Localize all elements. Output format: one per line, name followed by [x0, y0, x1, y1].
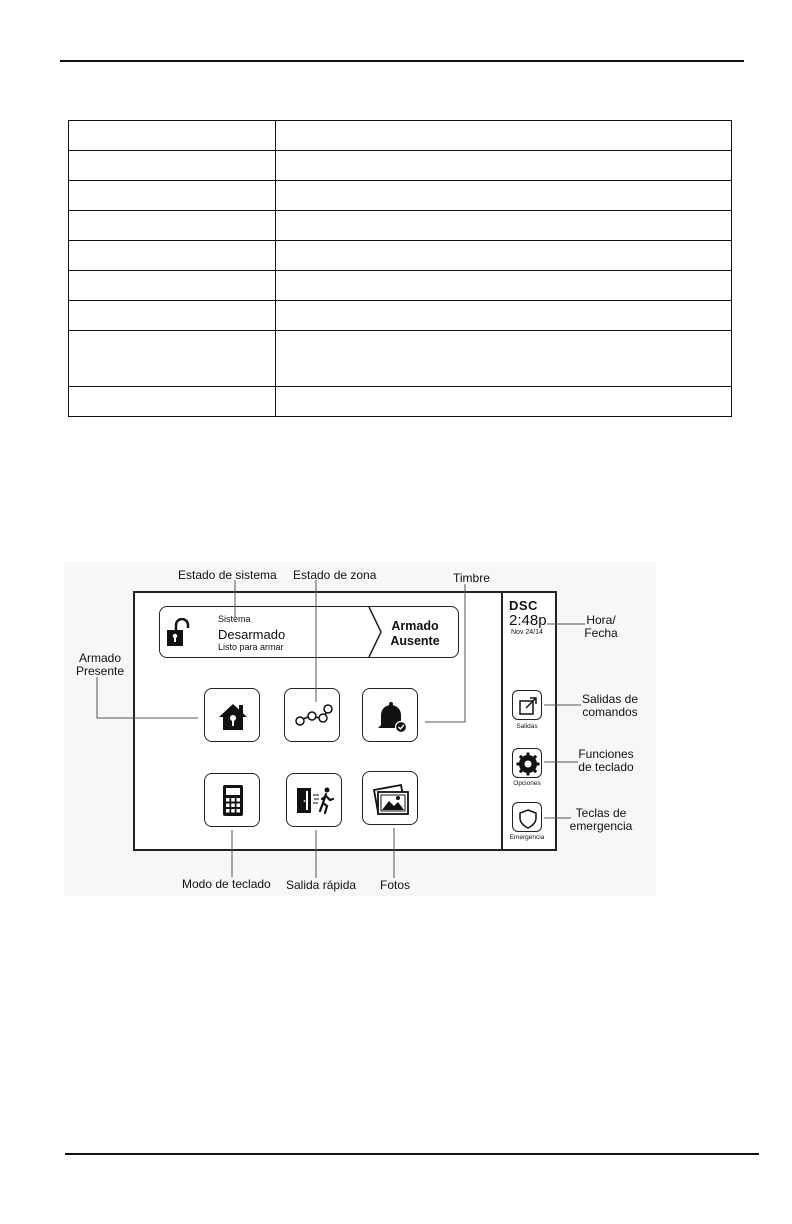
table-cell	[69, 301, 276, 331]
callout-chime: Timbre	[453, 571, 490, 585]
callout-emergency-line2: emergencia	[569, 819, 633, 833]
callout-stay-arm-line1: Armado	[78, 651, 122, 665]
zone-status-icon	[285, 689, 341, 743]
arm-mode-label	[383, 619, 447, 649]
home-keyhole-icon	[205, 689, 261, 743]
table-cell	[276, 241, 732, 271]
table-cell	[69, 387, 276, 417]
callout-keypad-functions	[572, 748, 640, 774]
output-icon	[513, 691, 543, 721]
keypad-icon	[205, 774, 261, 828]
table-cell	[69, 331, 276, 387]
table-cell	[69, 151, 276, 181]
options-caption: Opciones	[513, 780, 541, 787]
callout-zone-status: Estado de zona	[293, 568, 377, 582]
table-row	[69, 241, 732, 271]
table-row	[69, 211, 732, 241]
photos-button[interactable]	[362, 771, 418, 825]
table-cell	[276, 271, 732, 301]
chime-button[interactable]	[362, 688, 418, 742]
callout-functions-line2: de teclado	[578, 760, 634, 774]
callout-outputs-line1: Salidas de	[581, 692, 639, 706]
brand-logo: DSC	[509, 598, 538, 613]
quick-exit-icon	[287, 774, 343, 828]
table-cell	[69, 181, 276, 211]
arm-mode-line2: Ausente	[390, 634, 440, 648]
unlock-icon	[165, 618, 191, 648]
callout-emergency-line1: Teclas de	[575, 806, 627, 820]
zone-status-button[interactable]	[284, 688, 340, 742]
table-cell	[276, 211, 732, 241]
quick-exit-button[interactable]	[286, 773, 342, 827]
table-row	[69, 271, 732, 301]
status-label: Sistema	[218, 614, 251, 624]
clock-time: 2:48p	[509, 612, 547, 629]
callout-stay-arm	[72, 652, 128, 678]
stay-arm-button[interactable]	[204, 688, 260, 742]
bell-icon	[363, 689, 419, 743]
callout-photos: Fotos	[380, 878, 411, 892]
clock-date: Nov 24/14	[511, 629, 543, 636]
table-cell	[276, 301, 732, 331]
table-row	[69, 387, 732, 417]
sidebar-divider	[501, 591, 503, 851]
emergency-button[interactable]	[512, 802, 542, 832]
callout-outputs-line2: comandos	[582, 705, 638, 719]
outputs-caption: Salidas	[516, 723, 538, 730]
gear-icon	[513, 749, 543, 779]
table-cell	[69, 211, 276, 241]
callout-quick-exit: Salida rápida	[286, 878, 357, 892]
arm-mode-line1: Armado	[391, 619, 439, 633]
shield-icon	[513, 803, 543, 833]
spec-table	[68, 120, 732, 417]
table-cell	[276, 151, 732, 181]
callout-time-date	[580, 614, 622, 640]
table-cell	[276, 121, 732, 151]
table-cell	[69, 241, 276, 271]
status-subtext: Listo para armar	[218, 642, 284, 652]
table-row	[69, 121, 732, 151]
outputs-button[interactable]	[512, 690, 542, 720]
callout-emergency-keys	[568, 807, 634, 833]
options-button[interactable]	[512, 748, 542, 778]
callout-time-line1: Hora/	[586, 613, 616, 627]
table-row	[69, 181, 732, 211]
callout-functions-line1: Funciones	[578, 747, 634, 761]
table-cell	[276, 181, 732, 211]
callout-keypad-mode: Modo de teclado	[182, 877, 271, 891]
callout-time-line2: Fecha	[584, 626, 618, 640]
header-rule	[60, 60, 744, 62]
emergency-caption: Emergencia	[509, 834, 545, 841]
table-cell	[276, 331, 732, 387]
keypad-mode-button[interactable]	[204, 773, 260, 827]
table-cell	[69, 121, 276, 151]
callout-outputs	[576, 693, 644, 719]
table-row	[69, 151, 732, 181]
photos-icon	[363, 772, 419, 826]
callout-system-status: Estado de sistema	[178, 568, 277, 582]
table-cell	[69, 271, 276, 301]
table-row	[69, 331, 732, 387]
footer-rule	[65, 1153, 759, 1155]
table-cell	[276, 387, 732, 417]
status-value: Desarmado	[218, 627, 286, 642]
callout-stay-arm-line2: Presente	[75, 664, 125, 678]
table-row	[69, 301, 732, 331]
